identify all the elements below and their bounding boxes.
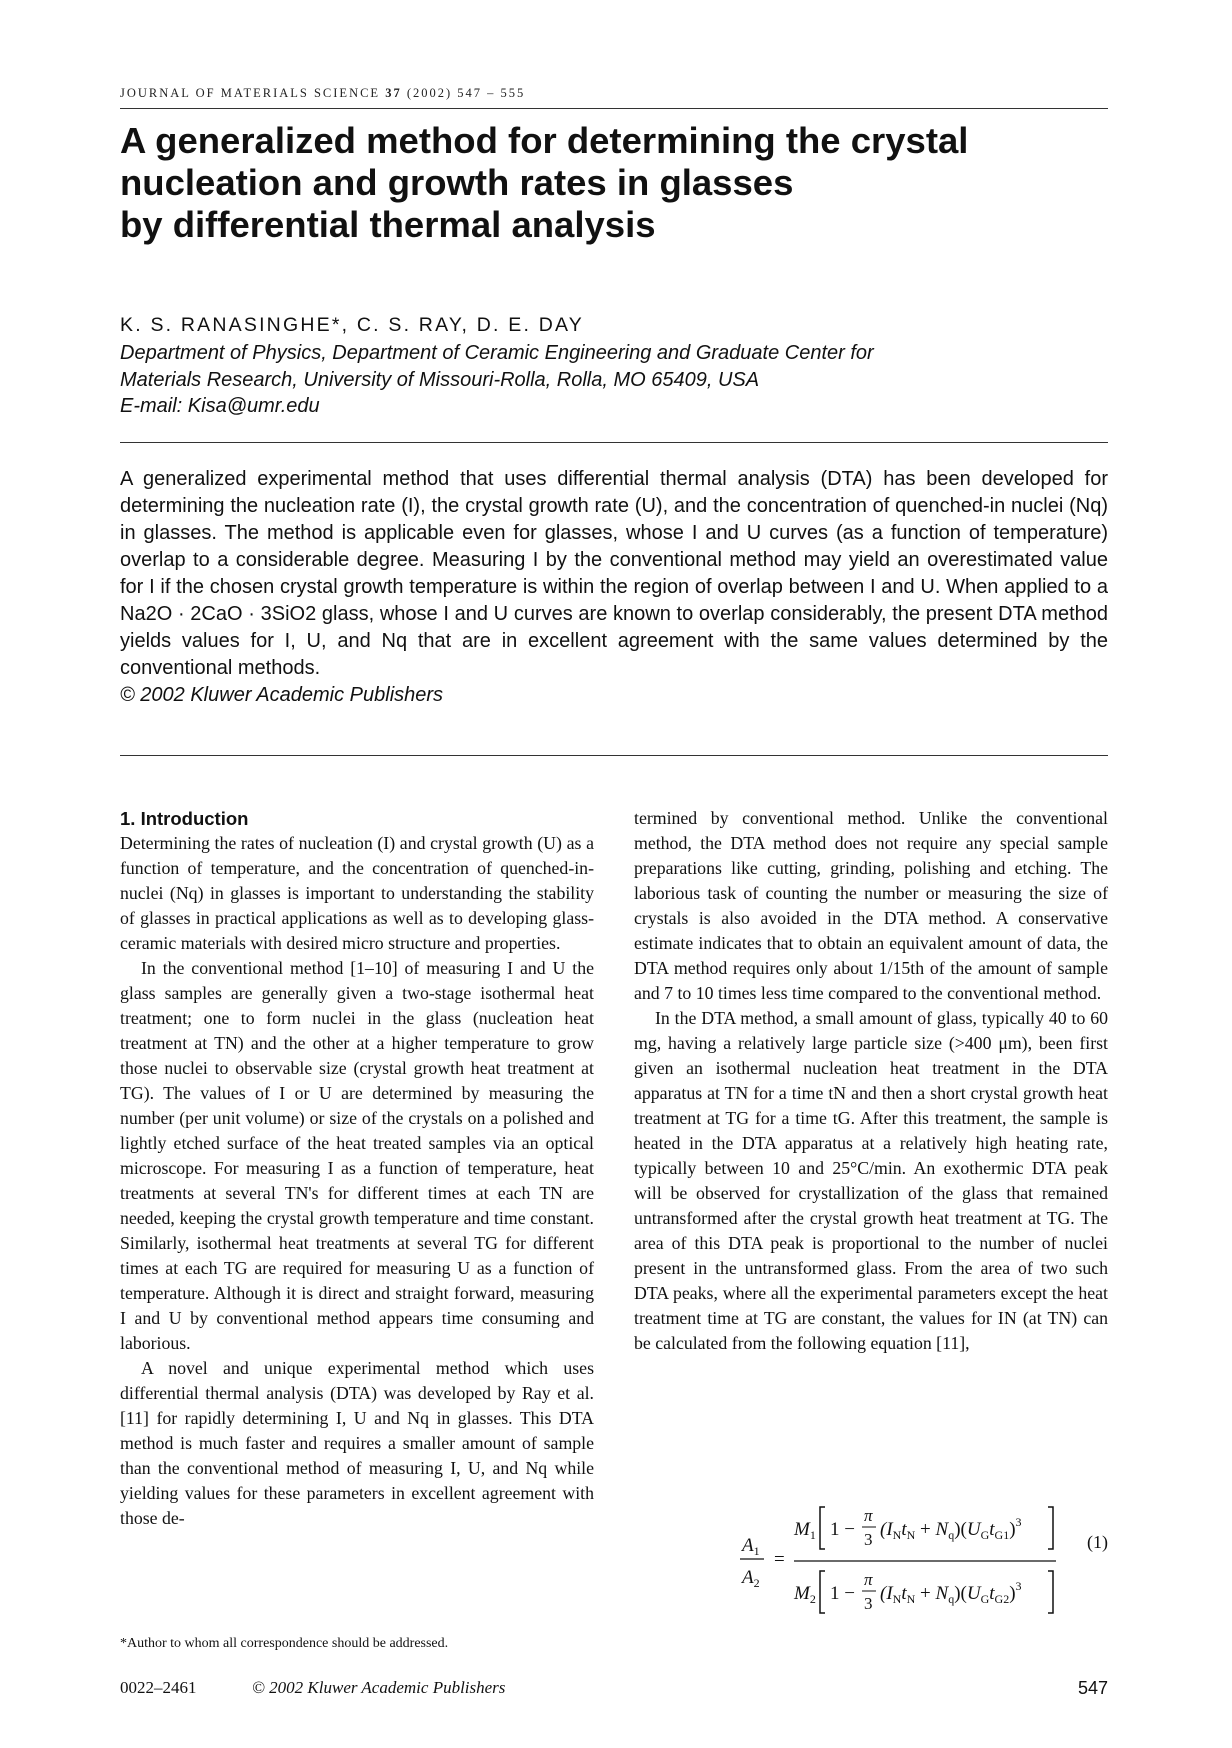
abstract-copyright: © 2002 Kluwer Academic Publishers [120, 684, 444, 706]
abstract [120, 466, 1108, 709]
svg-text:3: 3 [864, 1530, 873, 1549]
eq-numerator: $M_1$ [794, 1519, 816, 1542]
equation-1 [660, 1483, 1108, 1623]
svg-text:=: = [774, 1549, 785, 1570]
svg-text:π: π [864, 1506, 873, 1525]
header-rule [120, 108, 1108, 109]
affiliation: Department of Physics, Department of Ceramic Engineering and Graduate Center for Materials Research, University of Missouri-Rolla, Rolla, MO 65409, USA E-mail: Kisa@umr.edu [120, 342, 874, 417]
paragraph: In the conventional method [1–10] of measuring I and U the glass samples are generally given a two-stage isothermal heat treatment; one to form nuclei in the glass (nucleation heat treatment at TN) and the other at a higher temperature to grow those nuclei to observable size (crystal growth heat treatment at TG). The values of I or U are determined by measuring the number (per unit volume) or size of the crystals on a polished and lightly etched surface of the heat treated samples via an optical microscope. For measuring I as a function of temperature, heat treatments at several TN's for different times at each TN are needed, keeping the crystal growth temperature and time constant. Similarly, isothermal heat treatments at several TG for different times at each TG are required for measuring U as a function of temperature. Although it is direct and straight forward, measuring I and U by conventional method appears time consuming and laborious. [120, 958, 594, 1353]
section-heading: 1. Introduction [120, 808, 249, 829]
author-email: E-mail: Kisa@umr.edu [120, 395, 320, 417]
paper-page [120, 0, 1108, 1748]
svg-text:3: 3 [864, 1594, 873, 1613]
paragraph: A novel and unique experimental method which uses differential thermal analysis (DTA) was developed by Ray et al. [11] for rapidly determining I, U and Nq in glasses. This DTA method is much faster and requires a smaller amount of sample than the conventional method of measuring I, U, and Nq while yielding values for these parameters in excellent agreement with those de- [120, 1358, 594, 1528]
svg-text:(INtN + Nq)(UGtG2)3: $(I_Nt_N + N_q)(U_Gt_{G2})^3$ [880, 1579, 1022, 1606]
svg-text:(INtN + Nq)(UGtG1)3: $(I_Nt_N + N_q)(U_Gt_{G1})^3$ [880, 1515, 1022, 1542]
left-column [120, 806, 594, 1531]
page-number: 547 [1077, 1678, 1108, 1698]
right-column [634, 806, 1108, 1356]
svg-text:1 −: 1 − [830, 1583, 855, 1604]
eq-denominator: $M_2$ [794, 1583, 816, 1606]
paragraph: Determining the rates of nucleation (I) and crystal growth (U) as a function of temperature, and the concentration of quenched-in-nuclei (Nq) in glasses is important to understanding the stability of glasses in practical applications as well as to developing glass-ceramic materials with desired micro structure and properties. [120, 833, 594, 953]
eq-lhs-denominator: $A_2$ [742, 1567, 760, 1590]
footnote: *Author to whom all correspondence should be addressed. [120, 1636, 449, 1651]
issn: 0022–2461 [120, 1678, 197, 1697]
abstract-text: A generalized experimental method that uses differential thermal analysis (DTA) has been developed for determining the nucleation rate (I), the crystal growth rate (U), and the concentration of quenched-in nuclei (Nq) in glasses. The method is applicable even for glasses, whose I and U curves (as a function of temperature) overlap to a considerable degree. Measuring I by the conventional method may yield an overestimated value for I if the chosen crystal growth temperature is within the region of overlap between I and U. When applied to a Na2O · 2CaO · 3SiO2 glass, whose I and U curves are known to overlap considerably, the present DTA method yields values for I, U, and Nq that are in excellent agreement with the same values determined by the conventional methods. [120, 468, 1108, 679]
journal-header: JOURNAL OF MATERIALS SCIENCE 37 (2002) 547 – 555 [120, 86, 526, 100]
eq-lhs-numerator: $A_1$ [742, 1535, 760, 1558]
paragraph: In the DTA method, a small amount of glass, typically 40 to 60 mg, having a relatively large particle size (>400 μm), been first given an isothermal nucleation heat treatment in the DTA apparatus at TN for a time tN and then a short crystal growth heat treatment at TG for a time tG. After this treatment, the sample is heated in the DTA apparatus at a relatively high heating rate, typically between 10 and 25°C/min. An exothermic DTA peak will be observed for crystallization of the glass that remained untransformed after the crystal growth heat treatment at TG. The area of this DTA peak is proportional to the number of nuclei present in the untransformed glass. From the area of two such DTA peaks, where all the experimental parameters except the heat treatment time at TG are constant, the values for IN (at TN) can be calculated from the following equation [11], [634, 1008, 1108, 1353]
abstract-top-rule [120, 442, 1108, 443]
paragraph: termined by conventional method. Unlike the conventional method, the DTA method does not require any special sample preparations like cutting, grinding, polishing and etching. The laborious task of counting the number or measuring the size of crystals is also avoided in the DTA method. A conservative estimate indicates that to obtain an equivalent amount of data, the DTA method requires only about 1/15th of the amount of sample and 7 to 10 times less time compared to the conventional method. [634, 808, 1108, 1003]
footer-publisher: © 2002 Kluwer Academic Publishers [252, 1678, 506, 1697]
equation-number: (1) [1087, 1532, 1108, 1552]
paper-title: A generalized method for determining the crystal nucleation and growth rates in glasses by differential thermal analysis [120, 120, 969, 245]
svg-text:π: π [864, 1570, 873, 1589]
authors: K. S. RANASINGHE*, C. S. RAY, D. E. DAY [120, 314, 584, 336]
abstract-bottom-rule [120, 755, 1108, 756]
svg-text:1 −: 1 − [830, 1519, 855, 1540]
